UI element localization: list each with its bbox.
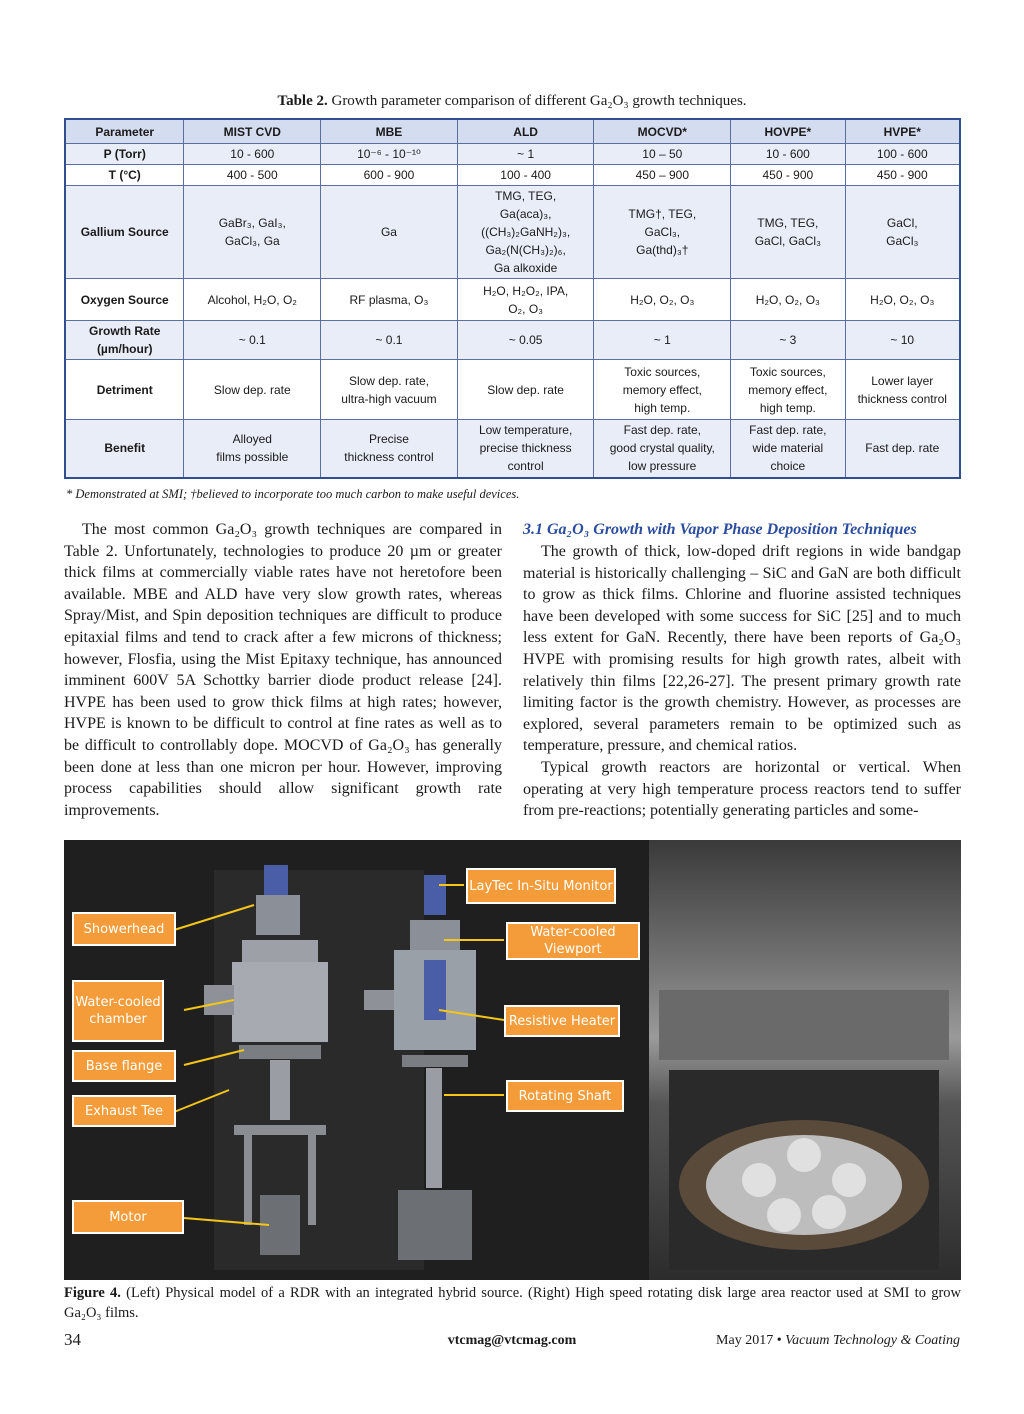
cell-line: Low temperature, <box>478 423 573 438</box>
cell-line: Alcohol, H₂O, O₂ <box>207 292 297 307</box>
label-laytec-monitor: LayTec In-Situ Monitor <box>466 868 616 904</box>
table-cell <box>594 420 731 478</box>
footer-date: May 2017 • <box>716 1333 786 1348</box>
cell-line: control <box>507 459 544 474</box>
table-cell: 600 - 900 <box>321 165 458 186</box>
left-column <box>64 519 502 821</box>
growth-parameter-table <box>64 118 961 479</box>
table-cell <box>845 279 960 321</box>
cell-line: Fast dep. rate, <box>749 423 827 438</box>
cell-line: wide material <box>752 441 824 456</box>
cell-line: thickness control <box>857 391 947 406</box>
cell-line: high temp. <box>759 400 816 415</box>
figure-caption <box>64 1283 961 1323</box>
table-cell <box>321 186 458 279</box>
table-header-row <box>65 119 960 144</box>
cell-line: TMG†, TEG, <box>628 207 697 221</box>
cell-line: GaBr₃, GaI₃, <box>218 216 286 230</box>
cell-line: thickness control <box>344 450 434 465</box>
page-number: 34 <box>64 1330 81 1349</box>
cell-line: Fast dep. rate <box>865 441 940 456</box>
reactor-model-diagram <box>64 840 649 1280</box>
cell-line: RF plasma, O₃ <box>349 292 429 307</box>
table-cell <box>321 420 458 478</box>
cell-line: memory effect, <box>622 382 702 397</box>
cell-line: choice <box>770 459 806 474</box>
table-cell: 450 - 900 <box>731 165 845 186</box>
table-row <box>65 279 960 321</box>
cell-line: Ga₂(N(CH₃)₂)₆, <box>485 243 566 257</box>
header-cell: HVPE* <box>845 119 960 144</box>
header-cell: Parameter <box>65 119 184 144</box>
cell-line: ultra-high vacuum <box>341 391 437 406</box>
header-cell: ALD <box>457 119 594 144</box>
cell-line: Ga alkoxide <box>493 261 558 275</box>
table-cell: ~ 1 <box>457 144 594 165</box>
table-cell <box>184 360 321 420</box>
table-cell: 450 - 900 <box>845 165 960 186</box>
right-paragraph-1: The growth of thick, low-doped drift regions in wide bandgap material is historically challenging – SiC and GaN are both difficult to grow as thick films. Chlorine and fluorine assisted techniques have been developed with some success for SiC [25] and to much less extent for GaN. Recently, there have been reports of Ga₂O₃ HVPE with promising results for high growth rates, albeit with relatively thin films [22,26-27]. The present primary growth rate limiting factor is the growth chemistry. However, as processes are explored, several parameters remain to be optimized such as temperature, pressure, and chemical ratios. <box>523 543 961 755</box>
cell-line: Slow dep. rate <box>213 382 291 397</box>
table-cell: ~ 0.1 <box>321 321 458 360</box>
label-exhaust-tee: Exhaust Tee <box>72 1095 176 1127</box>
cell-line: Ga(aca)₃, <box>499 207 552 221</box>
row-label: Benefit <box>65 420 184 478</box>
row-label: Gallium Source <box>65 186 184 279</box>
cell-line: memory effect, <box>748 382 828 397</box>
table-cell: 100 - 400 <box>457 165 594 186</box>
table-row <box>65 420 960 478</box>
row-label: T (°C) <box>65 165 184 186</box>
header-cell: MIST CVD <box>184 119 321 144</box>
figure-4 <box>64 840 961 1280</box>
table-cell <box>184 186 321 279</box>
reactor-photo-illustration <box>649 840 961 1280</box>
row-label: Detriment <box>65 360 184 420</box>
table-caption-label: Table 2. <box>277 93 328 109</box>
table-cell: ~ 10 <box>845 321 960 360</box>
cell-line: high temp. <box>634 400 691 415</box>
table-cell <box>184 420 321 478</box>
cell-line: Fast dep. rate, <box>623 423 701 438</box>
cell-line: GaCl₃ <box>886 234 919 248</box>
table-cell <box>731 420 845 478</box>
header-cell: MOCVD* <box>594 119 731 144</box>
cell-line: O₂, O₃ <box>508 301 544 316</box>
label-water-cooled-chamber: Water-cooled chamber <box>72 980 164 1042</box>
figure-caption-text: (Left) Physical model of a RDR with an integrated hybrid source. (Right) High speed rotating disk large area reactor used at SMI to grow Ga₂O₃ films. <box>64 1285 961 1321</box>
table-cell <box>845 360 960 420</box>
table-cell <box>321 279 458 321</box>
cell-line: Precise <box>368 432 409 447</box>
footer-issue <box>716 1333 960 1349</box>
table-cell <box>731 360 845 420</box>
table-row <box>65 144 960 165</box>
table-caption <box>0 93 1024 110</box>
label-water-cooled-viewport: Water-cooled Viewport <box>506 922 640 960</box>
table-cell: 400 - 500 <box>184 165 321 186</box>
table-cell <box>845 420 960 478</box>
table-cell: ~ 3 <box>731 321 845 360</box>
cell-line: H₂O, O₂, O₃ <box>755 292 820 307</box>
cell-line: Toxic sources, <box>749 364 826 379</box>
cell-line: H₂O, H₂O₂, IPA, <box>483 283 569 298</box>
table-cell: 10 - 600 <box>184 144 321 165</box>
table-row <box>65 360 960 420</box>
cell-line: H₂O, O₂, O₃ <box>630 292 695 307</box>
table-cell <box>594 279 731 321</box>
table-cell <box>731 279 845 321</box>
table-caption-text: Growth parameter comparison of different Ga₂O₃ growth techniques. <box>331 93 747 109</box>
table-cell <box>457 186 594 279</box>
table-cell <box>184 279 321 321</box>
cell-line: Ga <box>380 225 397 239</box>
table-cell: 450 – 900 <box>594 165 731 186</box>
figure-caption-label: Figure 4. <box>64 1285 121 1301</box>
row-label: Growth Rate (µm/hour) <box>65 321 184 360</box>
cell-line: Ga(thd)₃† <box>636 243 689 257</box>
cell-line: TMG, TEG, <box>495 189 557 203</box>
cell-line: films possible <box>216 450 289 465</box>
table-cell: ~ 1 <box>594 321 731 360</box>
footer-email: vtcmag@vtcmag.com <box>447 1333 577 1348</box>
table-cell: ~ 0.05 <box>457 321 594 360</box>
table-row <box>65 321 960 360</box>
cell-line: H₂O, O₂, O₃ <box>870 292 935 307</box>
footer-publication: Vacuum Technology & Coating <box>785 1333 960 1348</box>
label-rotating-shaft: Rotating Shaft <box>506 1080 624 1112</box>
table-cell <box>457 420 594 478</box>
cell-line: ((CH₃)₂GaNH₂)₃, <box>481 225 571 239</box>
cell-line: GaCl₃, Ga <box>224 234 280 248</box>
table-cell: 10⁻⁶ - 10⁻¹⁰ <box>321 144 458 165</box>
table-cell: ~ 0.1 <box>184 321 321 360</box>
cell-line: Slow dep. rate, <box>348 373 429 388</box>
table-cell: 100 - 600 <box>845 144 960 165</box>
cell-line: GaCl, GaCl₃ <box>754 234 821 248</box>
cell-line: precise thickness <box>479 441 572 456</box>
table-cell <box>457 279 594 321</box>
cell-line: good crystal quality, <box>609 441 715 456</box>
cell-line: Lower layer <box>871 373 934 388</box>
cell-line: Slow dep. rate <box>487 382 564 397</box>
header-cell: HOVPE* <box>731 119 845 144</box>
table-cell <box>594 360 731 420</box>
table-cell <box>457 360 594 420</box>
label-resistive-heater: Resistive Heater <box>504 1005 620 1037</box>
header-cell: MBE <box>321 119 458 144</box>
reactor-photo <box>649 840 961 1280</box>
table-cell <box>731 186 845 279</box>
label-base-flange: Base flange <box>72 1050 176 1082</box>
row-label: P (Torr) <box>65 144 184 165</box>
row-label: Oxygen Source <box>65 279 184 321</box>
table-cell: 10 – 50 <box>594 144 731 165</box>
label-showerhead: Showerhead <box>72 912 176 946</box>
table-row <box>65 165 960 186</box>
cell-line: GaCl₃, <box>644 225 681 239</box>
right-column <box>523 519 961 822</box>
table-cell <box>845 186 960 279</box>
table-cell: 10 - 600 <box>731 144 845 165</box>
section-heading: 3.1 Ga₂O₃ Growth with Vapor Phase Deposition Techniques <box>523 521 917 538</box>
right-paragraph-2: Typical growth reactors are horizontal or vertical. When operating at very high temperature process reactors tend to suffer from pre-reactions; potentially generating particles and some- <box>523 758 961 820</box>
table-row <box>65 186 960 279</box>
table-cell <box>321 360 458 420</box>
cell-line: GaCl, <box>886 216 918 230</box>
cell-line: Alloyed <box>232 432 272 447</box>
label-motor: Motor <box>72 1200 184 1234</box>
cell-line: low pressure <box>628 459 697 474</box>
left-paragraph: The most common Ga₂O₃ growth techniques are compared in Table 2. Unfortunately, technologies to produce 20 µm or greater thick films at commercially viable rates have not heretofore been available. MBE and ALD have very slow growth rates, whereas Spray/Mist, and Spin deposition techniques are difficult to produce epitaxial films and tend to crack after a few microns of thickness; however, Flosfia, using the Mist Epitaxy technique, has announced imminent 600V 5A Schottky barrier diode product release [24]. HVPE has been used to grow thick films at high rates; however, HVPE is known to be difficult to control at fine rates as well as to be difficult to controllably dope. MOCVD of Ga₂O₃ has generally been done at less than one micron per hour. However, improving process capabilities should allow significant growth rate improvements. <box>64 521 502 819</box>
cell-line: TMG, TEG, <box>757 216 819 230</box>
table-footnote: * Demonstrated at SMI; †believed to incorporate too much carbon to make useful devices. <box>66 487 520 501</box>
table-cell <box>594 186 731 279</box>
cell-line: Toxic sources, <box>624 364 701 379</box>
